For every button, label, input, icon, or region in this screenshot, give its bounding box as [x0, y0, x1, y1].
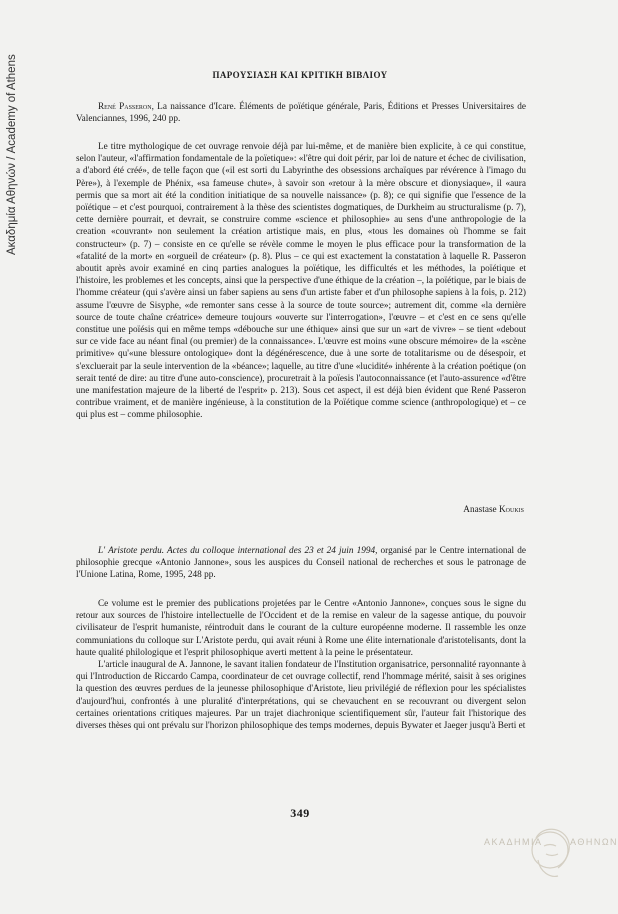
watermark-text-left: ΑΚΑΔΗΜΙΑ [484, 837, 543, 847]
review-2-body [76, 598, 526, 732]
review-1-paragraph: Le titre mythologique de cet ouvrage renvoie déjà par lui-même, et de manière bien explicite, à ce qui constitue, selon l'auteur, «l'affirmation fondamentale de la poïetique»: «l'être qui doit périr, par loi de nature et échec de civilisation, a d'abord été créé», de telle façon que («il est sorti du Labyrinthe des obsessions archaïques par révérence à l'imago du Père»), à l'exemple de Phénix, «sa fameuse chute», à savoir son «retour à la mère obscure et dionysiaque», il «aura permis que sa mort ait été la condition initiatique de sa nouvelle naissance» (p. 8); ce qui signifie que l'essence de la poïétique – et c'est pourquoi, contrairement à la thèse des scientistes dogmatiques, de Durkheim au structuralisme (p. 7), cette dernière pourrait, et devrait, se construire comme «science et philosophie» au sens d'une anthropologie de la creation «couvrant» non seulement la création artistique mais, en plus, «tous les domaines où l'homme se fait constructeur» (p. 7) – consiste en ce qu'elle se révèle comme le moyen le plus efficace pour la transformation de la «fatalité de la mort» en «orgueil de créateur» (p. 8). Plus – ce qui est exactement la constatation à laquelle R. Passeron aboutit après avoir examiné en cinq parties analogues la poïétique, les difficultés et les méthodes, la poïétique et l'histoire, les problemes et les concepts, ainsi que la perspective d'une éthique de la création –, la poïétique, par le biais de l'homme créateur (qui s'avère ainsi un faber sapiens au sens d'un artiste faber et d'un philosophe sapiens à la fois, p. 212) assume l'œuvre de Sisyphe, «de remonter sans cesse à la source de toute source»; autrement dit, comme «la dernière source de toute chaîne créatrice» demeure toujours «ouverte sur l'interrogation», l'œuvre – et c'est en ce sens qu'elle constitue une poïésis qui en même temps «débouche sur une éthique» ainsi que sur un «art de vivre» – se tient «debout sur ce vide face au néant final (ou premier) de la connaissance». L'œuvre est moins «une obscure mémoire» de la «scène primitive» qu'«une blessure ontologique» dont la dégénérescence, due à une sorte de totalitarisme ou de désespoir, et s'excluerait par la seule intervention de la «béance»; laquelle, au titre d'une «lucidité» inhérente à la création poétique (on serait tenté de dire: au titre d'une auto-conscience), procuretrait à la poïesis l'autoconnaissance (et l'auto-assurence «d'être une manifestation majeure de la liberté de l'esprit» p. 213). Sous cet aspect, il est déjà bien évident que René Passeron contribue vraiment, et de manière ingénieuse, à la constitution de la Poïétique comme science (anthropologique) et – ce qui plus est – comme philosophie. [76, 142, 527, 421]
review-1-body [76, 141, 526, 422]
review-1-signature [463, 505, 524, 515]
page-number: 349 [290, 806, 310, 820]
review-2-reference-text: , organisé par le Centre international de philosophie grecque «Antonio Jannone», sous les auspices du Conseil national de recherches et sous le patronage de l'Unione Latina, Rome, 1995, 248 pp. [76, 546, 526, 581]
review-2-reference [76, 545, 526, 582]
review-2-paragraph-1: Ce volume est le premier des publications projetées par le Centre «Antonio Jannone», conçues sous le signe du retour aux sources de l'histoire intellectuelle de l'Occident et de la remise en valeur de la sagesse antique, du pouvoir civilisateur de l'esprit humaniste, réintroduit dans le courant de la culture européenne moderne. Il rassemble les onze communiations du colloque sur L'Aristote perdu, qui avait réuni à Rome une élite internationale d'aristotelisants, dont la haute qualité philologique et l'esprit philosophique averti mettent à la peine le présentateur. [76, 599, 526, 658]
review-2-paragraph-2: L'article inaugural de A. Jannone, le savant italien fondateur de l'Institution organisatrice, personnalité rayonnante à qui l'Introduction de Riccardo Campa, coordinateur de cet ouvrage collectif, rend l'hommage mérité, saisit à ses origines la question des œuvres perdues de la jeunesse philosophique d'Aristote, lieu privilégié de réflexion pour les spécialistes d'aujourd'hui, confrontés à une pluralité d'interprétations, qui se chevauchent en se recouvrant ou divergent selon certaines orientations critiques majeures. Par un trajet diachronique scientifiquement sûr, l'auteur fait l'historique des diverses thèses qui ont prévalu sur l'horizon philosophique des temps modernes, depuis Bywater et Jaeger jusqu'à Berti et [76, 660, 526, 732]
review-1-reference-text: , La naissance d'Icare. Éléments de poïétique générale, Paris, Éditions et Presses Universitaires de Valenciannes, 1996, 240 pp. [76, 102, 526, 125]
archive-side-label: Ακαδημία Αθηνών / Academy of Athens [6, 54, 18, 256]
academy-watermark [480, 820, 618, 900]
athena-head-icon [480, 820, 600, 900]
running-header: ΠΑΡΟΥΣΙΑΣΗ ΚΑΙ ΚΡΙΤΙΚΗ ΒΙΒΛΙΟΥ [212, 70, 388, 80]
review-1-reference [76, 101, 526, 125]
review-1-author: René Passeron [98, 102, 152, 112]
signature-last-name: Koukis [498, 505, 524, 515]
review-2-title: L' Aristote perdu. Actes du colloque international des 23 et 24 juin 1994 [98, 546, 376, 556]
signature-first-name: Anastase [463, 505, 497, 515]
watermark-text-right: ΑΘΗΝΩΝ [570, 837, 618, 847]
